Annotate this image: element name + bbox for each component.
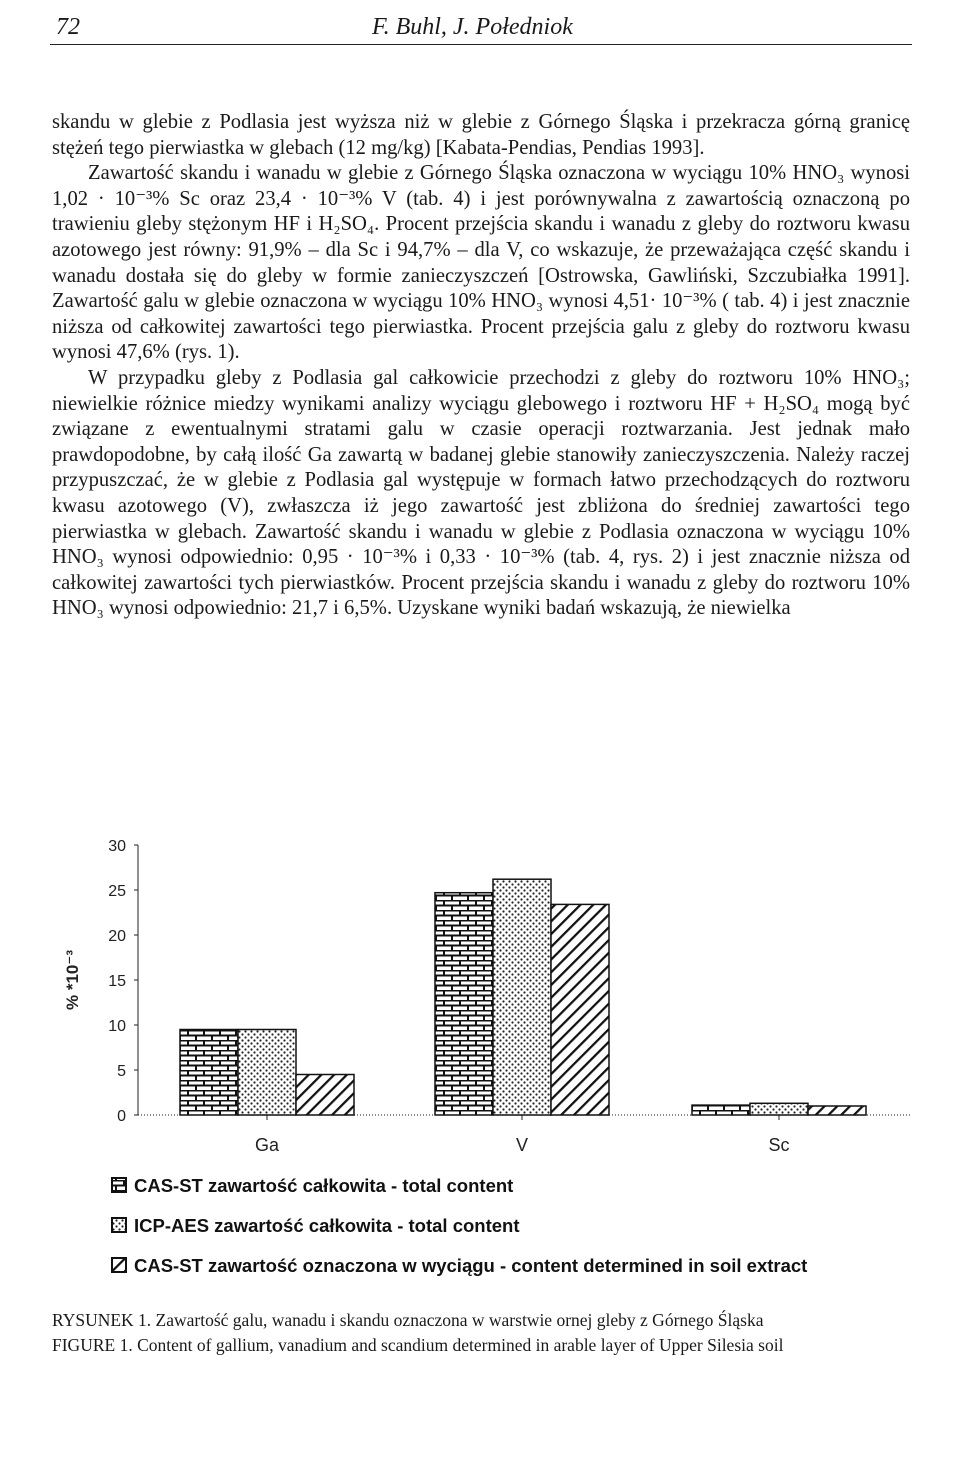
- y-tick-label: 15: [108, 973, 126, 990]
- running-head: F. Buhl, J. Połedniok: [372, 14, 573, 40]
- page-number: 72: [56, 14, 80, 40]
- bars: [180, 879, 866, 1115]
- figure-bar-chart: [40, 820, 920, 1280]
- axis-labels: [63, 838, 790, 1155]
- page-header: [50, 14, 912, 45]
- y-tick-label: 25: [108, 883, 126, 900]
- bar-sc-1: [692, 1105, 750, 1115]
- legend-swatch: [112, 1218, 126, 1232]
- y-axis-label: % *10⁻³: [63, 950, 82, 1010]
- bar-v-2: [493, 879, 551, 1115]
- y-tick-label: 20: [108, 928, 126, 945]
- bar-ga-3: [296, 1075, 354, 1116]
- bar-ga-1: [180, 1030, 238, 1116]
- bar-chart: [40, 820, 920, 1280]
- x-tick-label: Sc: [768, 1135, 790, 1155]
- legend-label: CAS-ST zawartość oznaczona w wyciągu - content determined in soil extract: [134, 1255, 808, 1276]
- legend: [112, 1175, 807, 1276]
- y-tick-label: 0: [117, 1108, 126, 1125]
- body-text: [52, 110, 910, 622]
- paragraph: Zawartość skandu i wanadu w glebie z Górnego Śląska oznaczona w wyciągu 10% HNO₃ wynosi 1,02 · 10⁻³% Sc oraz 23,4 · 10⁻³% V (tab. 4) i jest porównywalna z zawartością oznaczoną po trawieniu gleby stężonym HF i H₂SO₄. Procent przejścia skandu i wanadu z gleby do roztworu kwasu azotowego jest równy: 91,9% – dla Sc i 94,7% – dla V, co wskazuje, że przeważająca część skandu i wanadu dostała się do gleby w formie zanieczyszczeń [Ostrowska, Gawliński, Szczubiałka 1991]. Zawartość galu w glebie oznaczona w wyciągu 10% HNO₃ wynosi 4,51· 10⁻³% ( tab. 4) i jest znacznie niższa od całkowitej zawartości tego pierwiastka. Procent przejścia galu z gleby do roztworu kwasu wynosi 47,6% (rys. 1).: [52, 162, 910, 364]
- paragraph: skandu w glebie z Podlasia jest wyższa niż w glebie z Górnego Śląska i przekracza górną granicę stężeń tego pierwiastka w glebach (12 mg/kg) [Kabata-Pendias, Pendias 1993].: [52, 111, 910, 159]
- x-tick-label: Ga: [254, 1135, 280, 1155]
- y-tick-label: 10: [108, 1018, 126, 1035]
- x-tick-label: V: [515, 1135, 529, 1155]
- caption-english: FIGURE 1. Content of gallium, vanadium and scandium determined in arable layer of Upper Silesia soil: [52, 1335, 784, 1355]
- bar-sc-3: [808, 1106, 866, 1115]
- legend-swatch: [112, 1178, 126, 1192]
- bar-sc-2: [750, 1103, 808, 1115]
- figure-caption: [52, 1310, 910, 1360]
- legend-label: ICP-AES zawartość całkowita - total content: [134, 1215, 520, 1236]
- bar-ga-2: [238, 1030, 296, 1116]
- bar-v-3: [551, 904, 609, 1115]
- y-tick-label: 5: [117, 1063, 126, 1080]
- y-tick-label: 30: [108, 838, 126, 855]
- bar-v-1: [435, 893, 493, 1115]
- legend-swatch: [112, 1258, 126, 1272]
- paragraph: W przypadku gleby z Podlasia gal całkowicie przechodzi z gleby do roztworu 10% HNO₃; niewielkie różnice miedzy wynikami analizy wyciągu glebowego i roztworu HF + H₂SO₄ mogą być związane z ewentualnymi stratami galu w czasie operacji roztwarzania. Jest jednak mało prawdopodobne, by całą ilość Ga zawartą w badanej glebie stanowiły zanieczyszczenia. Należy raczej przypuszczać, że w glebie z Podlasia gal występuje w formach łatwo przechodzących do roztworu kwasu azotowego (V), zwłaszcza iż jego zawartość jest zbliżona do średniej zawartości tego pierwiastka w glebach. Zawartość skandu i wanadu w glebie z Podlasia oznaczona w wyciągu 10% HNO₃ wynosi odpowiednio: 0,95 · 10⁻³% i 0,33 · 10⁻³% (tab. 4, rys. 2) i jest znacznie niższa od całkowitej zawartości tych pierwiastków. Procent przejścia skandu i wanadu z gleby do roztworu 10% HNO₃ wynosi odpowiednio: 21,7 i 6,5%. Uzyskane wyniki badań wskazują, że niewielka: [52, 366, 910, 620]
- caption-polish: RYSUNEK 1. Zawartość galu, wanadu i skandu oznaczona w warstwie ornej gleby z Górnego Śląska: [52, 1310, 764, 1330]
- legend-label: CAS-ST zawartość całkowita - total content: [134, 1175, 514, 1196]
